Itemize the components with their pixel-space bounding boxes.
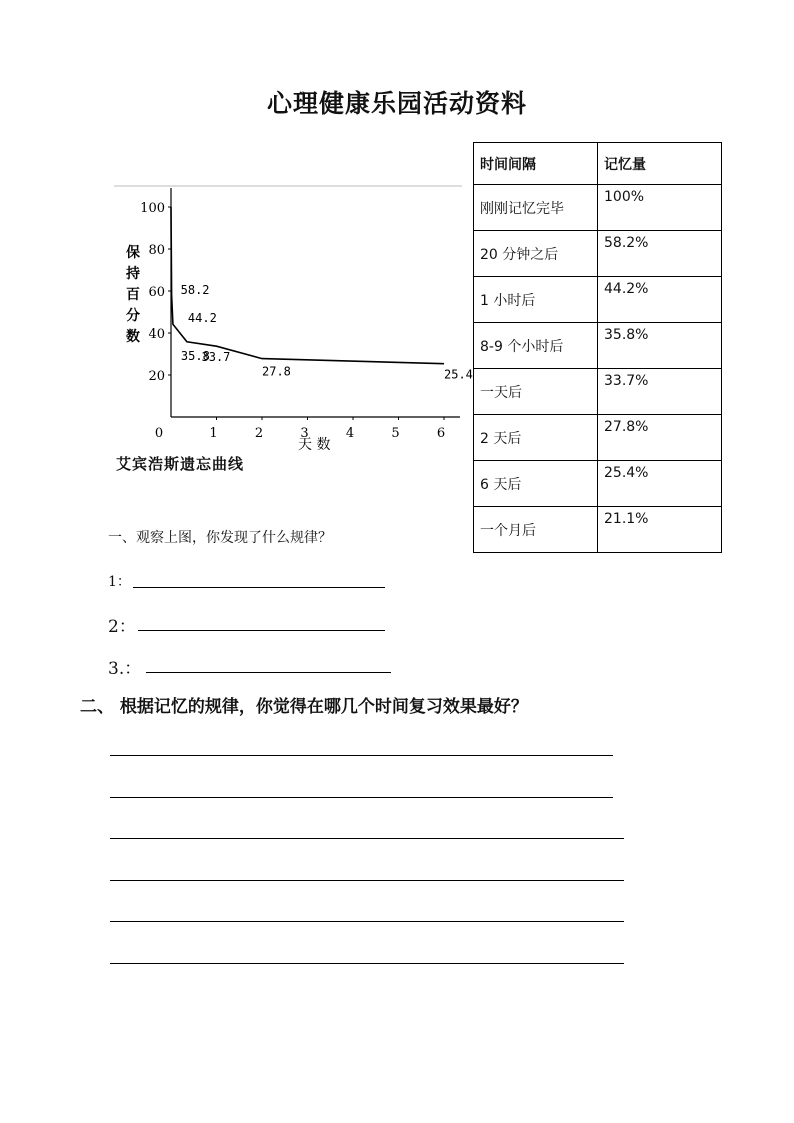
memory-amount-cell: 25.4%	[598, 461, 722, 507]
table-row	[474, 185, 722, 231]
memory-amount-cell: 58.2%	[598, 231, 722, 277]
y-axis-label-char: 数	[126, 329, 140, 345]
y-tick-label: 20	[148, 369, 165, 384]
memory-table	[473, 142, 722, 553]
answer-3-number: 3.：	[108, 659, 142, 679]
x-tick-label: 4	[345, 426, 355, 441]
data-label: 33.7	[201, 350, 231, 365]
writing-line[interactable]	[110, 755, 613, 756]
answer-1-number: 1：	[108, 574, 131, 590]
y-axis-label-char: 持	[126, 266, 140, 282]
table-row	[474, 277, 722, 323]
x-axis-label: 天 数	[298, 437, 331, 453]
x-tick-label: 6	[436, 426, 446, 441]
question-1: 一、观察上图，你发现了什么规律？	[108, 530, 332, 546]
answer-3-line[interactable]	[146, 672, 391, 673]
y-axis-label-char: 保	[126, 245, 140, 261]
memory-amount-cell: 35.8%	[598, 323, 722, 369]
time-interval-cell: 20 分钟之后	[474, 231, 598, 277]
y-tick-label: 60	[148, 285, 165, 300]
time-interval-cell: 刚刚记忆完毕	[474, 185, 598, 231]
table-row	[474, 231, 722, 277]
table-header-row	[474, 143, 722, 185]
memory-amount-cell: 44.2%	[598, 277, 722, 323]
memory-amount-cell: 21.1%	[598, 507, 722, 553]
answer-3-label	[108, 654, 141, 679]
chart-caption: 艾宾浩斯遗忘曲线	[116, 455, 245, 473]
data-label: 25.4	[444, 367, 473, 382]
table-row	[474, 507, 722, 553]
question-2: 二、 根据记忆的规律，你觉得在哪几个时间复习效果最好？	[80, 697, 528, 717]
writing-line[interactable]	[110, 797, 613, 798]
writing-line[interactable]	[110, 838, 624, 839]
table-header-cell: 记忆量	[598, 143, 722, 185]
answer-2-number: 2：	[108, 617, 136, 637]
data-label: 35.8	[180, 348, 210, 363]
writing-line[interactable]	[110, 921, 624, 922]
time-interval-cell: 8-9 个小时后	[474, 323, 598, 369]
time-interval-cell: 1 小时后	[474, 277, 598, 323]
answer-1-line[interactable]	[133, 587, 385, 588]
y-axis-label-char: 分	[126, 308, 140, 324]
page-title: 心理健康乐园活动资料	[266, 89, 527, 118]
y-axis-label-char: 百	[126, 287, 140, 303]
table-header-cell: 时间间隔	[474, 143, 598, 185]
memory-amount-cell: 33.7%	[598, 369, 722, 415]
table-row	[474, 415, 722, 461]
y-tick-label: 40	[148, 327, 165, 342]
time-interval-cell: 6 天后	[474, 461, 598, 507]
y-tick-label: 80	[148, 243, 165, 258]
forgetting-curve-chart	[110, 180, 473, 480]
writing-line[interactable]	[110, 880, 624, 881]
table-row	[474, 323, 722, 369]
x-tick-label: 1	[209, 426, 218, 441]
memory-amount-cell: 27.8%	[598, 415, 722, 461]
x-tick-label: 5	[391, 426, 400, 441]
answer-2-line[interactable]	[138, 630, 385, 631]
forgetting-curve-line	[171, 207, 444, 364]
data-label: 27.8	[262, 364, 291, 379]
y-tick-label: 100	[140, 201, 165, 216]
time-interval-cell: 一天后	[474, 369, 598, 415]
data-label: 58.2	[180, 282, 210, 297]
memory-amount-cell: 100%	[598, 185, 722, 231]
answer-2-label	[108, 612, 136, 637]
table-row	[474, 461, 722, 507]
table-row	[474, 369, 722, 415]
time-interval-cell: 2 天后	[474, 415, 598, 461]
writing-line[interactable]	[110, 963, 624, 964]
x-tick-label: 0	[154, 426, 164, 441]
answer-1-label	[108, 571, 131, 591]
chart-svg	[110, 180, 473, 453]
data-label: 44.2	[187, 311, 217, 326]
x-tick-label: 2	[254, 426, 264, 441]
time-interval-cell: 一个月后	[474, 507, 598, 553]
x-tick-label: 3	[300, 426, 309, 441]
